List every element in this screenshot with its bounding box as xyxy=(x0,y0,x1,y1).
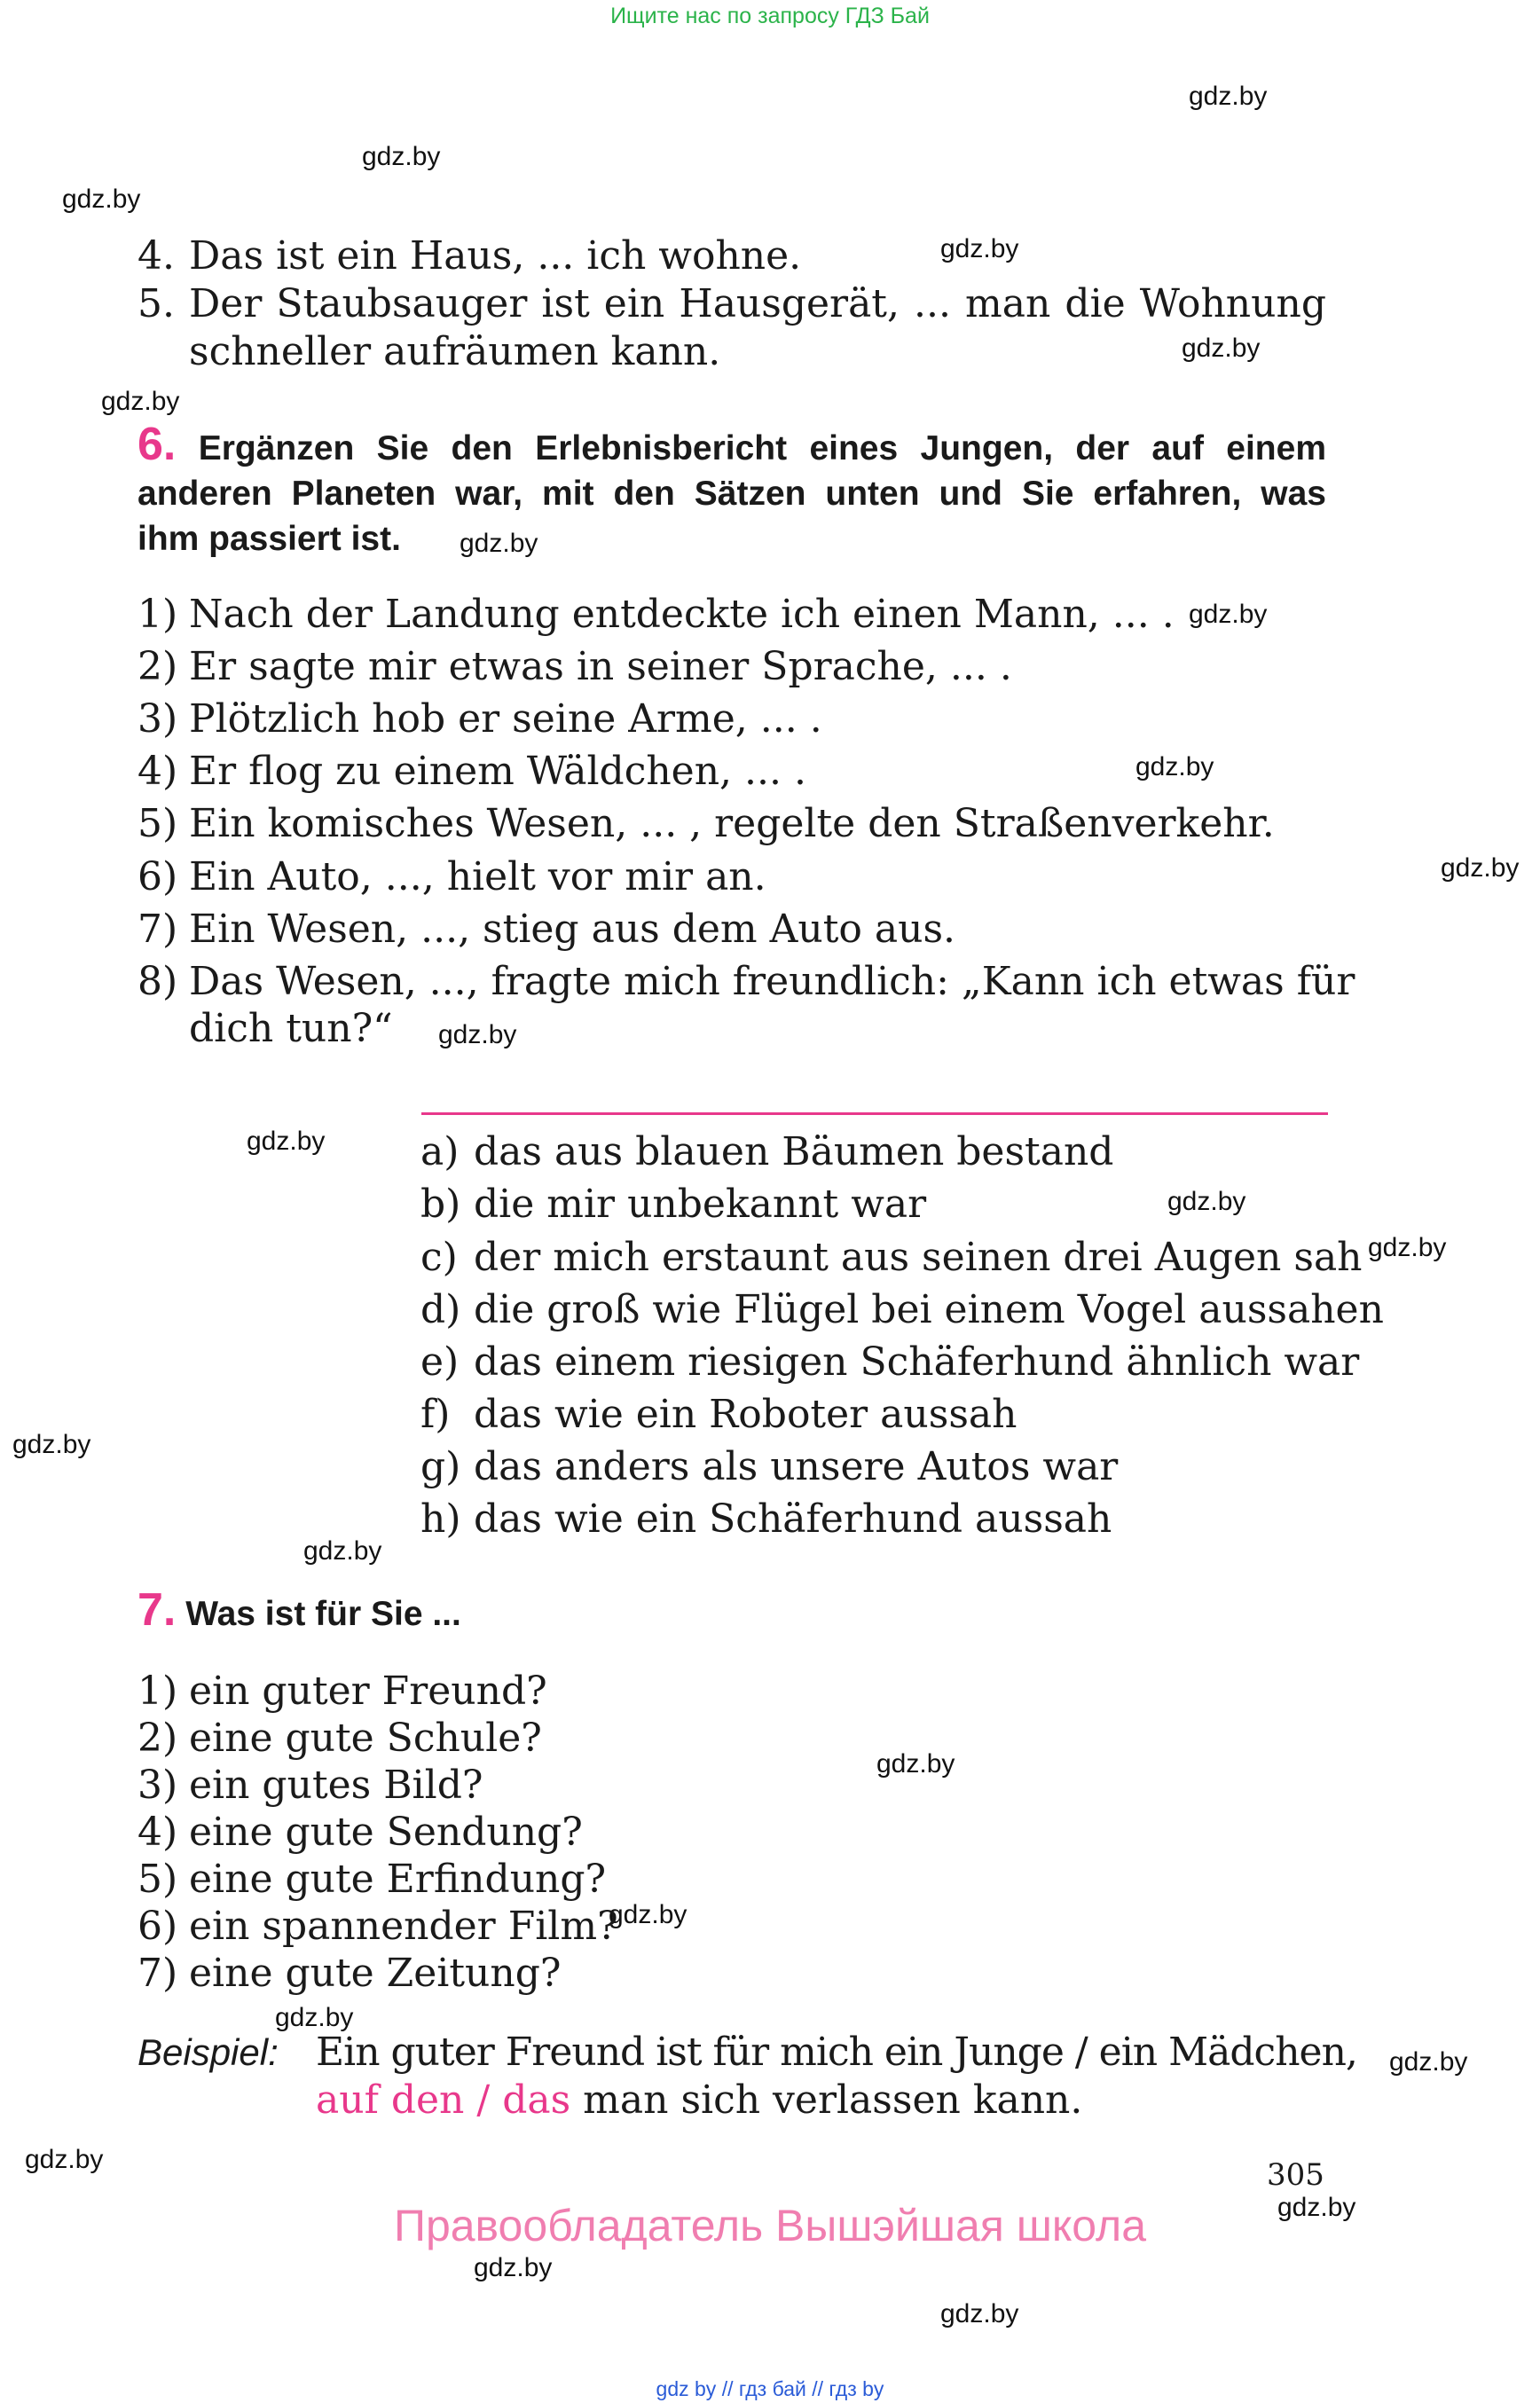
question-text: ein guter Freund? xyxy=(189,1669,547,1714)
question-number: 3) xyxy=(138,1763,178,1808)
task6-sentence xyxy=(138,748,1326,796)
watermark: gdz.by xyxy=(1389,2047,1468,2077)
question-number: 6) xyxy=(138,1904,178,1949)
copyright: Правообладатель Вышэйшая школа xyxy=(394,2201,1146,2250)
task7-question xyxy=(138,1856,1326,1904)
task6-sentence xyxy=(138,643,1326,691)
task6-instruction-line1: Ergänzen Sie den Erlebnisbericht eines Jungen, der auf einem xyxy=(198,429,1326,467)
option-letter: a) xyxy=(420,1129,460,1174)
sentence-number: 4) xyxy=(138,749,178,794)
sentence-text: Ein Auto, ..., hielt vor mir an. xyxy=(189,854,766,899)
sentence-number: 2) xyxy=(138,644,178,689)
option-letter: g) xyxy=(420,1444,461,1489)
example-label: Beispiel: xyxy=(138,2031,279,2073)
sentence-text: Er flog zu einem Wäldchen, ... . xyxy=(189,749,806,794)
option-text: die groß wie Flügel bei einem Vogel aussahen xyxy=(474,1287,1384,1332)
question-number: 4) xyxy=(138,1810,178,1855)
question-text: ein spannender Film? xyxy=(189,1904,618,1949)
watermark: gdz.by xyxy=(247,1127,326,1156)
task6-option xyxy=(420,1234,1363,1282)
footer-links[interactable]: gdz by // гдз бай // гдз by xyxy=(656,2377,884,2400)
question-text: eine gute Schule? xyxy=(189,1716,542,1761)
option-text: das anders als unsere Autos war xyxy=(474,1444,1119,1489)
option-letter: e) xyxy=(420,1339,460,1385)
task7-question xyxy=(138,1809,1326,1857)
watermark: gdz.by xyxy=(876,1749,955,1779)
task7-number: 7. xyxy=(138,1584,177,1636)
task7-question xyxy=(138,1950,1326,1998)
task6-option xyxy=(420,1286,1384,1334)
task6-option xyxy=(420,1181,926,1229)
option-letter: h) xyxy=(420,1496,461,1542)
item-number: 4. xyxy=(138,233,175,279)
watermark: gdz.by xyxy=(1182,334,1261,363)
example-slash: / xyxy=(464,2077,503,2123)
sentence-number: 3) xyxy=(138,696,178,742)
task7-question xyxy=(138,1903,1326,1951)
watermark: gdz.by xyxy=(438,1020,517,1049)
sentence-number: 8) xyxy=(138,959,178,1004)
question-number: 7) xyxy=(138,1951,178,1996)
watermark: gdz.by xyxy=(1135,752,1214,781)
option-text: das einem riesigen Schäferhund ähnlich war xyxy=(474,1339,1360,1385)
task7-instruction: Was ist für Sie ... xyxy=(185,1595,461,1633)
question-text: eine gute Zeitung? xyxy=(189,1951,562,1996)
watermark: gdz.by xyxy=(25,2145,104,2174)
watermark: gdz.by xyxy=(101,387,180,416)
watermark: gdz.by xyxy=(362,142,441,171)
sentence-text: Das Wesen, ..., fragte mich freundlich: „Kann ich etwas für xyxy=(189,959,1355,1004)
question-number: 2) xyxy=(138,1716,178,1761)
top-banner: Ищите нас по запросу ГДЗ Бай xyxy=(610,4,930,28)
sentence-text: Ein komisches Wesen, ... , regelte den Straßenverkehr. xyxy=(189,801,1275,846)
question-text: eine gute Sendung? xyxy=(189,1810,583,1855)
task6-header xyxy=(138,419,1326,561)
task6-option xyxy=(420,1128,1113,1176)
options-divider xyxy=(421,1112,1328,1115)
watermark: gdz.by xyxy=(303,1536,382,1566)
option-text: das wie ein Roboter aussah xyxy=(474,1392,1018,1437)
sentence-text-continued: dich tun?“ xyxy=(189,1006,393,1051)
watermark: gdz.by xyxy=(12,1430,91,1459)
watermark: gdz.by xyxy=(62,185,141,214)
question-text: eine gute Erfindung? xyxy=(189,1857,607,1902)
question-number: 5) xyxy=(138,1857,178,1902)
watermark: gdz.by xyxy=(1167,1187,1246,1216)
watermark: gdz.by xyxy=(1277,2193,1356,2222)
task7-question xyxy=(138,1715,1326,1763)
watermark: gdz.by xyxy=(1189,600,1268,629)
watermark: gdz.by xyxy=(609,1900,688,1929)
item-text-continued: schneller aufräumen kann. xyxy=(189,329,721,374)
prev-item xyxy=(138,232,1326,280)
sentence-text: Plötzlich hob er seine Arme, ... . xyxy=(189,696,822,742)
task6-sentence xyxy=(138,958,1355,1006)
watermark: gdz.by xyxy=(275,2003,354,2032)
task6-sentence xyxy=(138,591,1326,639)
watermark: gdz.by xyxy=(1441,853,1520,883)
question-text: ein gutes Bild? xyxy=(189,1763,483,1808)
watermark: gdz.by xyxy=(1368,1233,1447,1262)
option-text: das aus blauen Bäumen bestand xyxy=(474,1129,1114,1174)
example-highlight: auf den xyxy=(316,2077,465,2123)
example-highlight: das xyxy=(502,2077,571,2123)
item-text: Das ist ein Haus, ... ich wohne. xyxy=(189,233,802,279)
sentence-text: Nach der Landung entdeckte ich einen Mann, ... . xyxy=(189,592,1175,637)
task6-option xyxy=(420,1496,1112,1543)
sentence-number: 5) xyxy=(138,801,178,846)
watermark: gdz.by xyxy=(474,2253,553,2282)
sentence-number: 7) xyxy=(138,907,178,952)
option-letter: d) xyxy=(420,1287,461,1332)
page-number: 305 xyxy=(1267,2157,1324,2193)
task7-question xyxy=(138,1762,1326,1810)
watermark: gdz.by xyxy=(1189,82,1268,111)
option-letter: b) xyxy=(420,1182,461,1227)
sentence-text: Er sagte mir etwas in seiner Sprache, ... . xyxy=(189,644,1012,689)
task7-question xyxy=(138,1668,1326,1716)
sentence-number: 6) xyxy=(138,854,178,899)
watermark: gdz.by xyxy=(940,2299,1019,2328)
task6-sentence xyxy=(138,906,1326,954)
example-line2 xyxy=(316,2077,1082,2124)
option-text: der mich erstaunt aus seinen drei Augen sah xyxy=(474,1235,1363,1280)
task6-option xyxy=(420,1443,1118,1491)
task6-option xyxy=(420,1339,1359,1386)
sentence-text: Ein Wesen, ..., stieg aus dem Auto aus. xyxy=(189,907,956,952)
sentence-number: 1) xyxy=(138,592,178,637)
task6-instruction-line2: anderen Planeten war, mit den Sätzen unten und Sie erfahren, was xyxy=(138,475,1326,513)
option-text: das wie ein Schäferhund aussah xyxy=(474,1496,1112,1542)
task6-instruction-line3: ihm passiert ist. xyxy=(138,520,401,558)
watermark: gdz.by xyxy=(460,529,538,558)
example-line1: Ein guter Freund ist für mich ein Junge / ein Mädchen, xyxy=(316,2030,1357,2075)
task6-sentence xyxy=(138,800,1326,848)
prev-item xyxy=(138,280,1326,328)
task6-number: 6. xyxy=(138,419,177,470)
watermark: gdz.by xyxy=(940,234,1019,263)
task6-sentence xyxy=(138,695,1326,743)
option-letter: f) xyxy=(420,1392,451,1437)
option-letter: c) xyxy=(420,1235,458,1280)
option-text: die mir unbekannt war xyxy=(474,1182,927,1227)
example-rest: man sich verlassen kann. xyxy=(570,2077,1083,2123)
item-number: 5. xyxy=(138,281,175,326)
task6-sentence xyxy=(138,853,1326,901)
task6-option xyxy=(420,1391,1017,1439)
question-number: 1) xyxy=(138,1669,178,1714)
item-text: Der Staubsauger ist ein Hausgerät, ... man die Wohnung xyxy=(189,281,1326,326)
task7-header xyxy=(138,1584,461,1637)
